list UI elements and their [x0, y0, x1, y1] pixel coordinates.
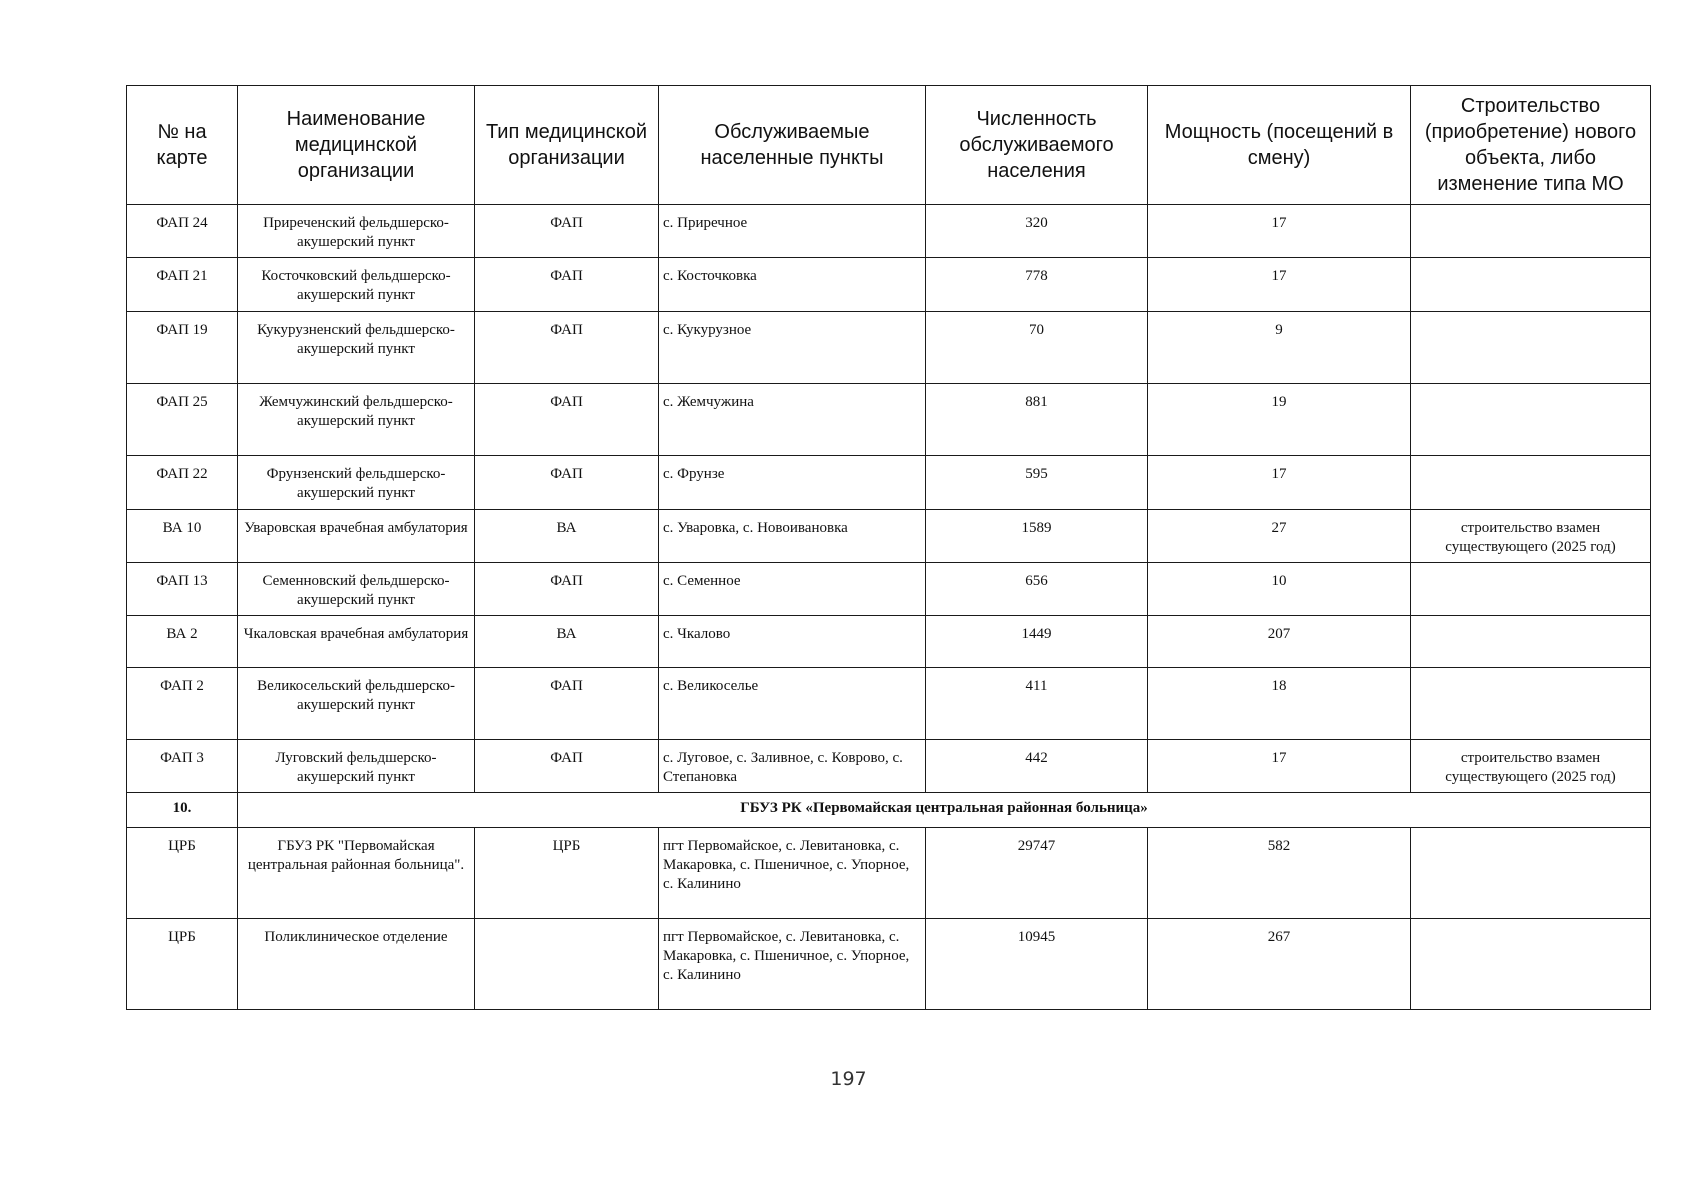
table-row [127, 510, 1651, 563]
cell-capacity: 10 [1148, 563, 1411, 616]
section-title: ГБУЗ РК «Первомайская центральная районная больница» [238, 793, 1651, 828]
cell-map-number: ФАП 2 [127, 668, 238, 740]
table-row [127, 563, 1651, 616]
cell-served-settlements: с. Кукурузное [659, 312, 926, 384]
cell-served-settlements: с. Уваровка, с. Новоивановка [659, 510, 926, 563]
header-served-population: Численность обслуживаемого населения [926, 86, 1148, 205]
cell-organization-name: Чкаловская врачебная амбулатория [238, 616, 475, 668]
cell-served-population: 10945 [926, 919, 1148, 1010]
medical-organizations-table [126, 85, 1651, 1010]
cell-organization-type: ФАП [475, 312, 659, 384]
table-row [127, 828, 1651, 919]
cell-capacity: 18 [1148, 668, 1411, 740]
table-row [127, 456, 1651, 510]
cell-organization-name: Косточковский фельдшерско-акушерский пункт [238, 258, 475, 312]
header-organization-name: Наименование медицинской организации [238, 86, 475, 205]
cell-map-number: ФАП 13 [127, 563, 238, 616]
cell-served-settlements: с. Чкалово [659, 616, 926, 668]
cell-served-settlements: пгт Первомайское, с. Левитановка, с. Макаровка, с. Пшеничное, с. Упорное, с. Калинино [659, 828, 926, 919]
cell-capacity: 19 [1148, 384, 1411, 456]
table-row [127, 258, 1651, 312]
cell-served-population: 881 [926, 384, 1148, 456]
cell-map-number: ФАП 25 [127, 384, 238, 456]
header-construction: Строительство (приобретение) нового объекта, либо изменение типа МО [1411, 86, 1651, 205]
section-header-row [127, 793, 1651, 828]
cell-organization-type: ФАП [475, 456, 659, 510]
cell-served-population: 320 [926, 205, 1148, 258]
cell-organization-name: Семенновский фельдшерско-акушерский пункт [238, 563, 475, 616]
cell-capacity: 582 [1148, 828, 1411, 919]
cell-served-population: 442 [926, 740, 1148, 793]
cell-served-settlements: с. Великоселье [659, 668, 926, 740]
cell-organization-name: Великосельский фельдшерско- акушерский пункт [238, 668, 475, 740]
cell-capacity: 17 [1148, 205, 1411, 258]
cell-organization-name: Фрунзенский фельдшерско-акушерский пункт [238, 456, 475, 510]
cell-map-number: ФАП 21 [127, 258, 238, 312]
cell-construction [1411, 205, 1651, 258]
cell-map-number: ЦРБ [127, 919, 238, 1010]
cell-capacity: 17 [1148, 258, 1411, 312]
cell-served-settlements: с. Семенное [659, 563, 926, 616]
cell-map-number: ФАП 19 [127, 312, 238, 384]
cell-capacity: 9 [1148, 312, 1411, 384]
cell-served-population: 1449 [926, 616, 1148, 668]
cell-served-settlements: с. Фрунзе [659, 456, 926, 510]
cell-map-number: ФАП 3 [127, 740, 238, 793]
cell-served-settlements: с. Приречное [659, 205, 926, 258]
cell-capacity: 17 [1148, 740, 1411, 793]
cell-served-settlements: с. Жемчужина [659, 384, 926, 456]
cell-served-population: 29747 [926, 828, 1148, 919]
cell-construction [1411, 563, 1651, 616]
cell-organization-type: ФАП [475, 258, 659, 312]
cell-organization-type: ФАП [475, 384, 659, 456]
cell-map-number: ФАП 22 [127, 456, 238, 510]
cell-capacity: 267 [1148, 919, 1411, 1010]
cell-organization-name: ГБУЗ РК "Первомайская центральная районная больница". [238, 828, 475, 919]
table-row [127, 384, 1651, 456]
cell-organization-type: ЦРБ [475, 828, 659, 919]
cell-organization-type: ВА [475, 510, 659, 563]
cell-capacity: 17 [1148, 456, 1411, 510]
cell-organization-name: Луговский фельдшерско-акушерский пункт [238, 740, 475, 793]
cell-organization-type: ФАП [475, 668, 659, 740]
table-row [127, 616, 1651, 668]
header-capacity: Мощность (посещений в смену) [1148, 86, 1411, 205]
cell-organization-name: Жемчужинский фельдшерско- акушерский пункт [238, 384, 475, 456]
page-number: 197 [830, 1068, 867, 1090]
cell-construction: строительство взамен существующего (2025 год) [1411, 740, 1651, 793]
cell-construction [1411, 616, 1651, 668]
cell-construction [1411, 919, 1651, 1010]
table-row [127, 919, 1651, 1010]
cell-map-number: ФАП 24 [127, 205, 238, 258]
cell-construction: строительство взамен существующего (2025 год) [1411, 510, 1651, 563]
table-header-row [127, 86, 1651, 205]
cell-map-number: ВА 2 [127, 616, 238, 668]
section-number: 10. [127, 793, 238, 828]
cell-organization-type: ФАП [475, 563, 659, 616]
table-row [127, 668, 1651, 740]
cell-construction [1411, 828, 1651, 919]
cell-served-population: 1589 [926, 510, 1148, 563]
cell-served-population: 70 [926, 312, 1148, 384]
cell-capacity: 207 [1148, 616, 1411, 668]
cell-organization-name: Уваровская врачебная амбулатория [238, 510, 475, 563]
cell-organization-name: Кукурузненский фельдшерско- акушерский пункт [238, 312, 475, 384]
header-served-settlements: Обслуживаемые населенные пункты [659, 86, 926, 205]
cell-construction [1411, 258, 1651, 312]
cell-construction [1411, 668, 1651, 740]
cell-organization-name: Поликлиническое отделение [238, 919, 475, 1010]
cell-construction [1411, 384, 1651, 456]
cell-organization-type [475, 919, 659, 1010]
header-map-number: № на карте [127, 86, 238, 205]
cell-served-population: 656 [926, 563, 1148, 616]
cell-served-population: 411 [926, 668, 1148, 740]
cell-capacity: 27 [1148, 510, 1411, 563]
header-organization-type: Тип медицинской организации [475, 86, 659, 205]
cell-served-settlements: с. Луговое, с. Заливное, с. Коврово, с. Степановка [659, 740, 926, 793]
cell-map-number: ЦРБ [127, 828, 238, 919]
cell-construction [1411, 456, 1651, 510]
cell-organization-type: ВА [475, 616, 659, 668]
cell-served-settlements: пгт Первомайское, с. Левитановка, с. Макаровка, с. Пшеничное, с. Упорное, с. Калинино [659, 919, 926, 1010]
cell-organization-name: Приреченский фельдшерско-акушерский пункт [238, 205, 475, 258]
cell-organization-type: ФАП [475, 205, 659, 258]
cell-organization-type: ФАП [475, 740, 659, 793]
table-row [127, 312, 1651, 384]
cell-served-population: 595 [926, 456, 1148, 510]
cell-served-settlements: с. Косточковка [659, 258, 926, 312]
cell-construction [1411, 312, 1651, 384]
cell-map-number: ВА 10 [127, 510, 238, 563]
cell-served-population: 778 [926, 258, 1148, 312]
table-row [127, 205, 1651, 258]
table-row [127, 740, 1651, 793]
